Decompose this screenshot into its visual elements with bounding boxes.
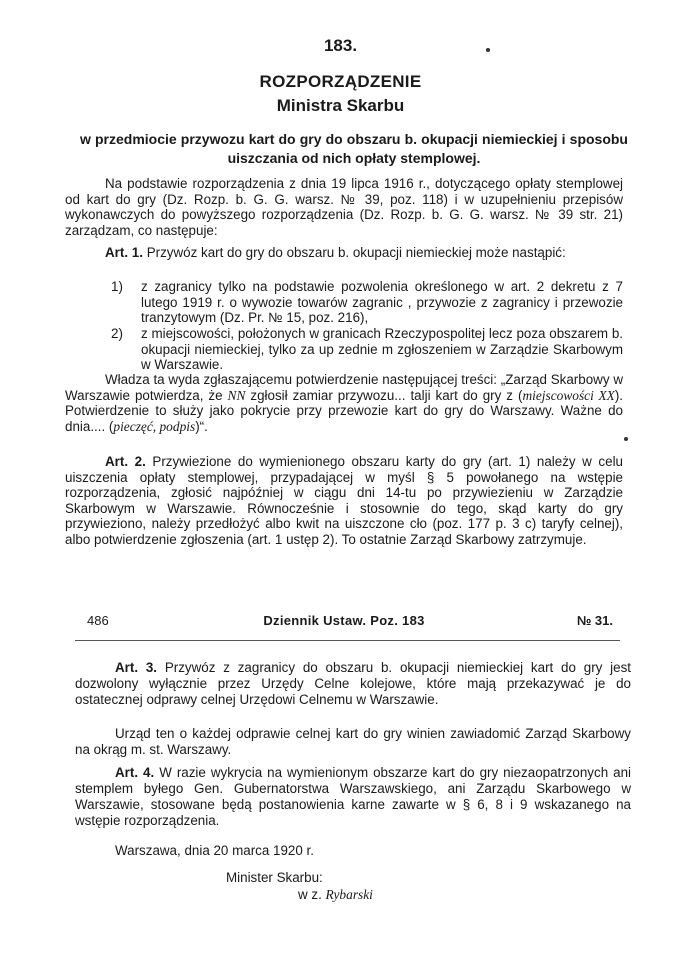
confirmation-text-d: )“. (195, 418, 208, 434)
article-4-label: Art. 4. (115, 765, 155, 780)
article-1-label: Art. 1. (105, 245, 143, 260)
placeholder-name: NN (227, 387, 246, 403)
issuer-heading: Ministra Skarbu (276, 96, 405, 115)
item-text: z miejscowości, położonych w granicach Rzeczypospolitej lecz poza obszarem b. okupacji niemieckiej, tylko za up zednie m zgłoszeniem w Zarządzie Skarbowym w Warszawie. (141, 326, 623, 373)
signature-line (298, 887, 373, 903)
article-2-label: Art. 2. (105, 454, 146, 469)
running-head-issue: № 31. (576, 613, 613, 628)
article-1 (65, 245, 623, 261)
placeholder-place: miejscowości XX (522, 387, 615, 403)
article-3-paragraph-2: Urząd ten o każdej odprawie celnej kart do gry winien zawiadomić Zarząd Skarbowy na okrąg m. st. Warszawy. (75, 726, 631, 757)
running-head-page: 486 (87, 613, 109, 628)
confirmation-text-c: ). Potwierdzenie to służy jako pokrycie przy przewozie kart do gry do Warszawy. Ważne do dnia.... ( (65, 387, 623, 434)
preamble-paragraph: Na podstawie rozporządzenia z dnia 19 lipca 1916 r., dotyczącego opłaty stemplowej od kart do gry (Dz. Rozp. b. G. G. warsz. № 39, poz. 118) i w uzupełnieniu przepisów wykonawczych do powyższego rozporządzenia (Dz. Rozp. b. G. G. warsz. № 39 str. 21) zarządzam, co następuje: (65, 176, 623, 238)
confirmation-text-b: zgłosił zamiar przywozu... talji kart do gry z ( (245, 387, 523, 403)
item-text: z zagranicy tylko na podstawie pozwolenia określonego w art. 2 dekretu z 7 lutego 1919 r. o wywozie towarów zagranic , przywozie z zagranicy i przewozie tranzytowym (Dz. Pr. № 15, poz. 216), (141, 279, 623, 326)
article-3-text: Przywóz z zagranicy do obszaru b. okupacji niemieckiej kart do gry jest dozwolony wyłącznie przez Urzędy Celne kolejowe, które mają przekazywać je do ostatecznej odprawy celnej Urzędowi Celnemu w Warszawie. (75, 660, 631, 707)
page-number: 183. (323, 36, 358, 55)
signature-name: Rybarski (325, 887, 373, 902)
article-1-item-1 (65, 279, 623, 329)
article-1-item-2 (65, 326, 623, 376)
article-4 (75, 765, 631, 829)
header-divider (75, 640, 620, 641)
signature-role: Minister Skarbu: (226, 870, 323, 885)
running-head (65, 613, 623, 631)
article-3-label: Art. 3. (115, 660, 158, 675)
article-1-confirmation-paragraph (65, 372, 623, 434)
print-speck (624, 437, 628, 441)
print-speck (486, 48, 490, 52)
signature-prefix: w z. (298, 887, 322, 902)
article-2 (65, 454, 623, 548)
article-1-text: Przywóz kart do gry do obszaru b. okupacji niemieckiej może nastąpić: (146, 245, 566, 260)
confirmation-text-a: Władza ta wyda zgłaszającemu potwierdzenie następującej treści: „Zarząd Skarbowy w Warszawie potwierdza, że (65, 372, 623, 403)
document-title: ROZPORZĄDZENIE (259, 72, 422, 91)
subject-line: w przedmiocie przywozu kart do gry do obszaru b. okupacji niemieckiej i sposobu uiszczania od nich opłaty stemplowej. (80, 131, 628, 166)
article-3 (75, 660, 631, 708)
running-head-title: Dziennik Ustaw. Poz. 183 (263, 613, 425, 628)
place-and-date: Warszawa, dnia 20 marca 1920 r. (115, 843, 314, 858)
article-4-text: W razie wykrycia na wymienionym obszarze kart do gry niezaopatrzonych ani stemplem byłego Gen. Gubernatorstwa Warszawskiego, ani Zarządu Skarbowego w Warszawie, stosowane będą postanowienia karne zawarte w § 6, 8 i 9 wskazanego na wstępie rozporządzenia. (75, 765, 631, 828)
article-2-text: Przywiezione do wymienionego obszaru karty do gry (art. 1) należy w celu uiszczenia opłaty stemplowej, przypadającej w myśl § 5 powołanego na wstępie rozporządzenia, zgłosić najpóźniej w ciągu dni 14-tu po przywiezieniu w Zarządzie Skarbowym w Warszawie. Równocześnie i stosownie do tego, skąd karty do gry przywieziono, należy przedłożyć albo kwit na uiszczone cło (poz. 177 p. 3 c) taryfy celnej), albo potwierdzenie zgłoszenia (art. 1 ustęp 2). To ostatnie Zarząd Skarbowy zatrzymuje. (65, 454, 623, 547)
placeholder-stamp: pieczęć, podpis (113, 418, 196, 434)
item-number: 2) (111, 326, 123, 341)
item-number: 1) (111, 279, 123, 294)
